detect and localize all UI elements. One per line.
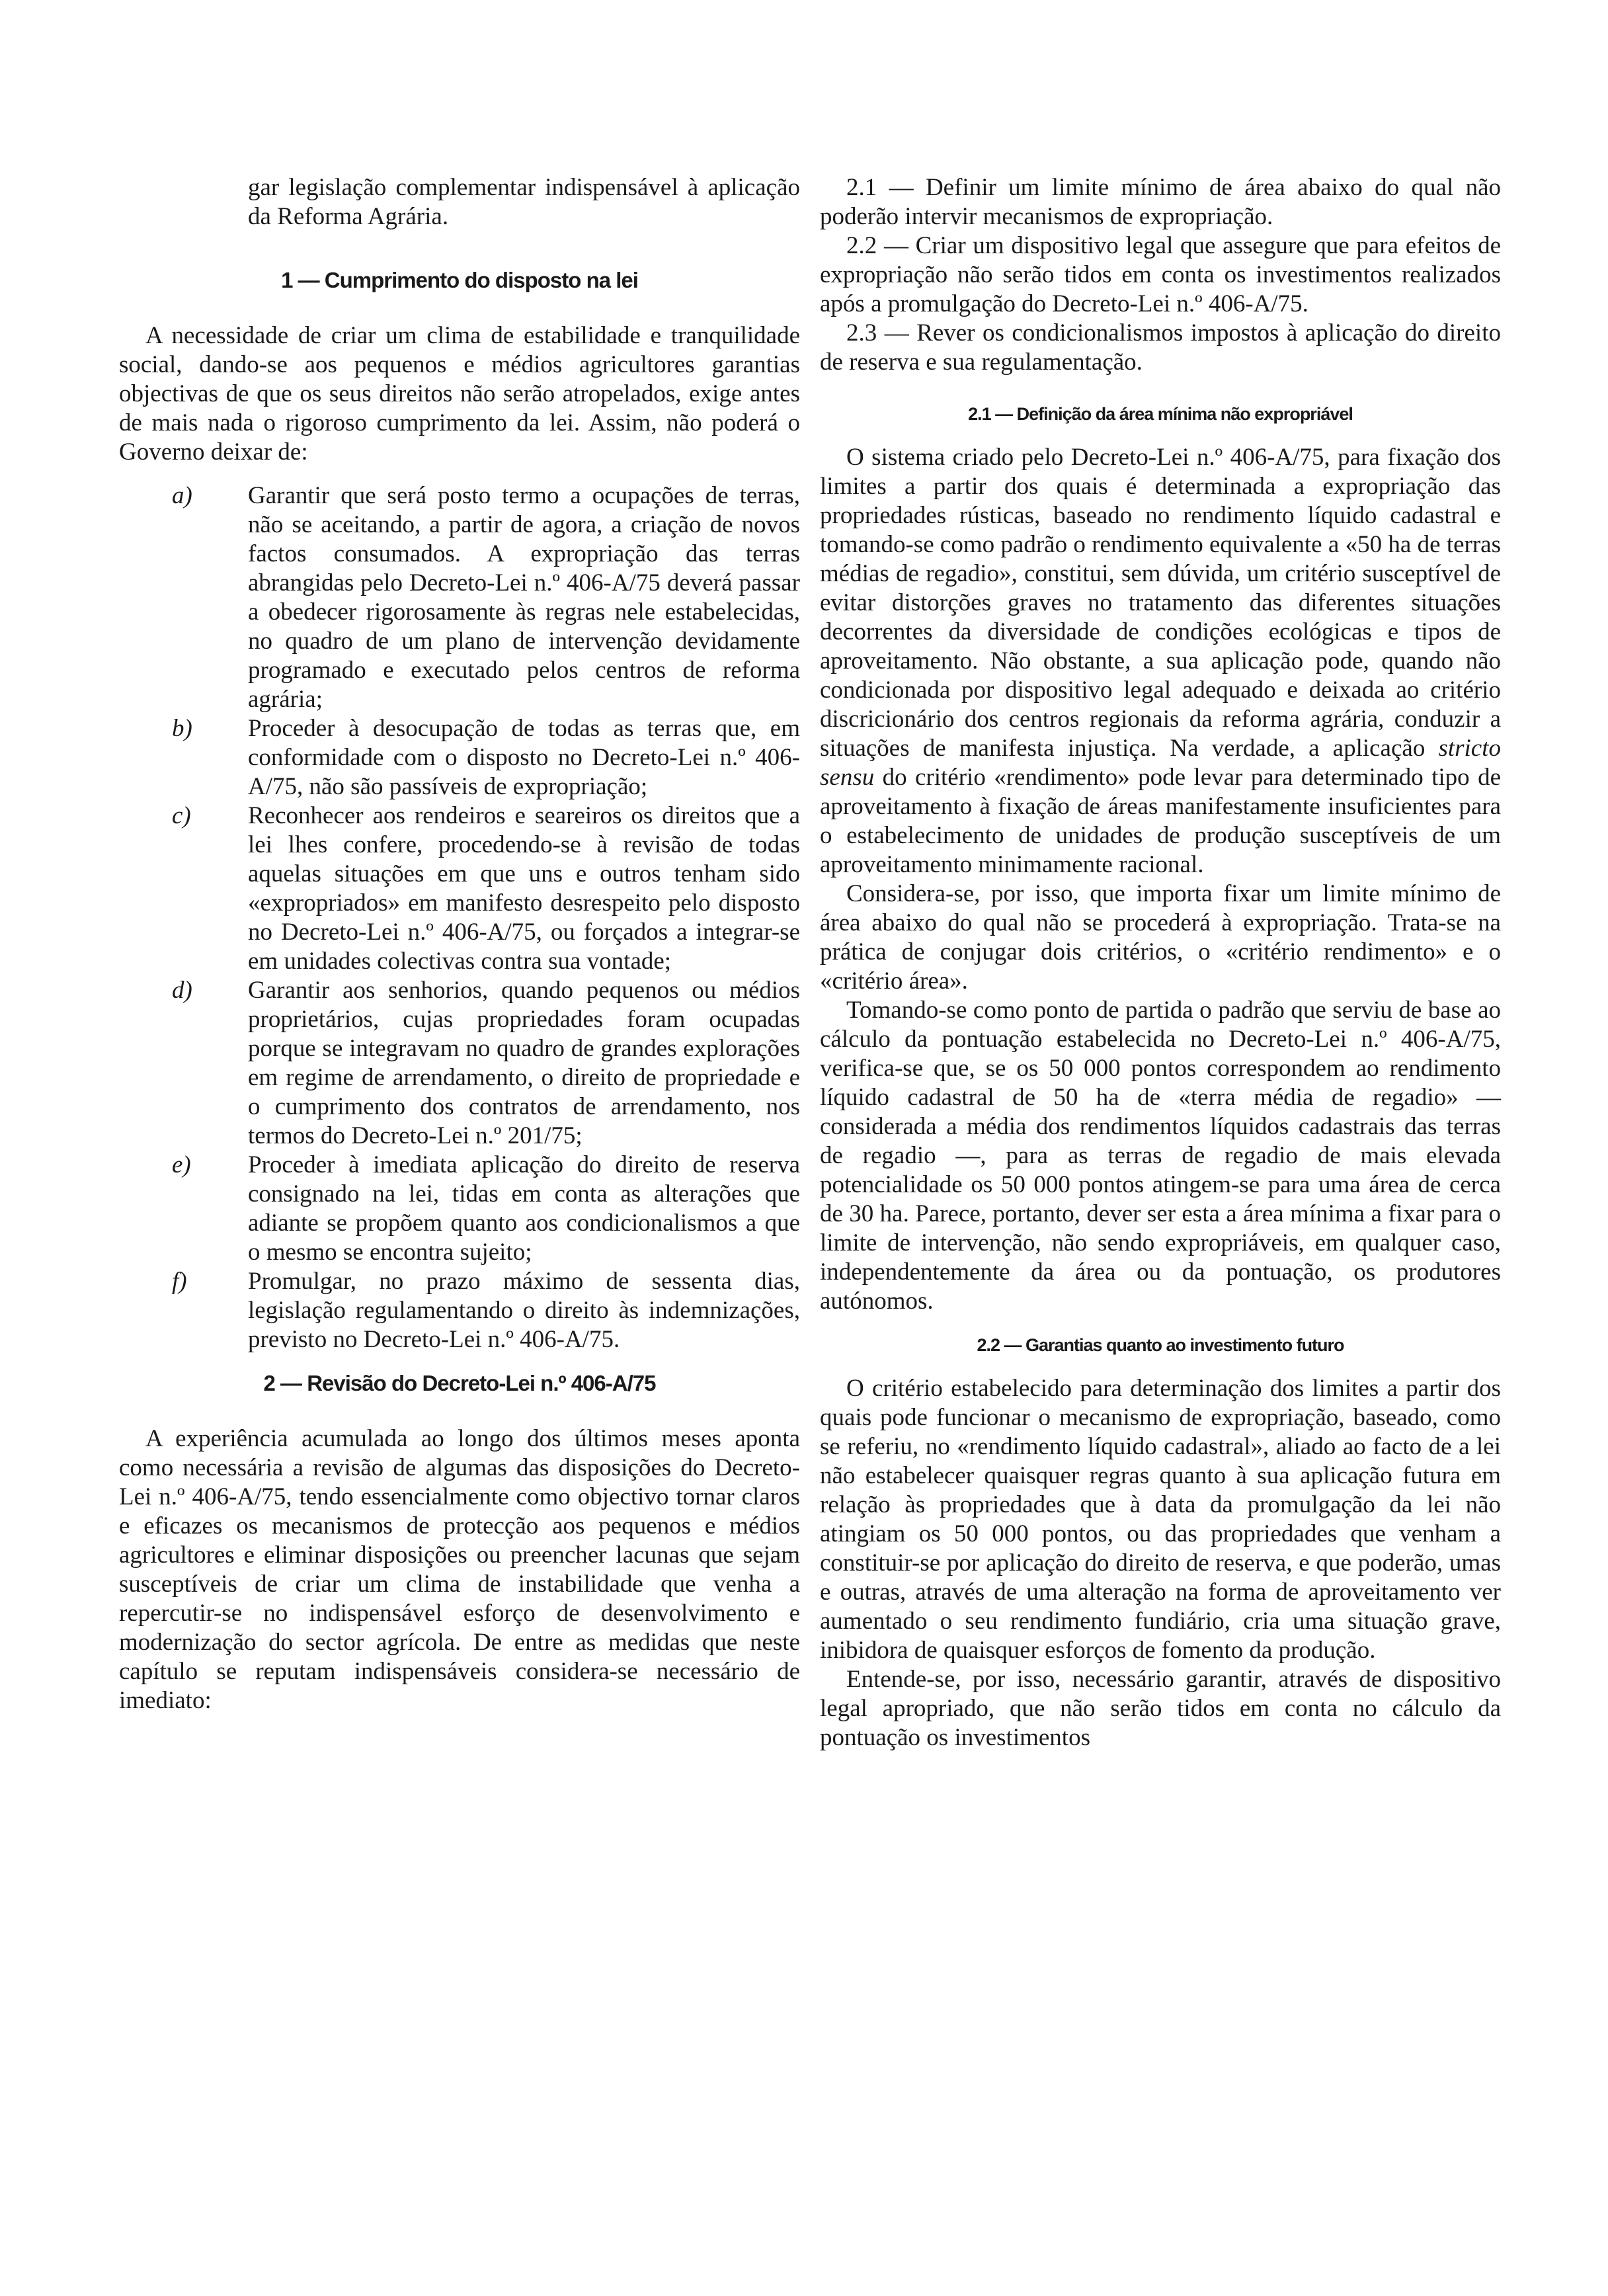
- list-marker: b): [172, 715, 192, 742]
- right-column: [820, 173, 1501, 1752]
- subsection-2-1-paragraph-2: Considera-se, por isso, que importa fixar um limite mínimo de área abaixo do qual não se procederá à expropriação. Trata-se na prática de conjugar dois critérios, o «critério rendimento» e o «critério área».: [820, 880, 1501, 995]
- list-item: [119, 1267, 800, 1354]
- section-2-heading: 2 — Revisão do Decreto-Lei n.º 406-A/75: [263, 1371, 656, 1395]
- left-column: [119, 173, 800, 1715]
- list-marker: f): [172, 1268, 187, 1295]
- list-marker: a): [172, 482, 192, 509]
- list-marker: e): [172, 1151, 191, 1178]
- intro-paragraph: gar legislação complementar indispensável à aplicação da Reforma Agrária.: [248, 174, 800, 230]
- list-item: [119, 801, 800, 976]
- list-item-text: Proceder à desocupação de todas as terras que, em conformidade com o disposto no Decreto-Lei n.º 406-A/75, não são passíveis de expropriação;: [248, 715, 800, 800]
- list-item-text: Garantir que será posto termo a ocupações de terras, não se aceitando, a partir de agora, a criação de novos factos consumados. A expropriação das terras abrangidas pelo Decreto-Lei n.º 406-A/75 deverá passar a obedecer rigorosamente às regras nele estabelecidas, no quadro de um plano de intervenção devidamente programado e executado pelos centros de reforma agrária;: [248, 482, 800, 713]
- measure-2-1: 2.1 — Definir um limite mínimo de área abaixo do qual não poderão intervir mecanismos de expropriação.: [820, 174, 1501, 230]
- list-item: [119, 976, 800, 1151]
- section-2-paragraph: A experiência acumulada ao longo dos últimos meses aponta como necessária a revisão de algumas das disposições do Decreto-Lei n.º 406-A/75, tendo essencialmente como objectivo tornar claros e eficazes os mecanismos de protecção aos pequenos e médios agricultores e eliminar disposições ou preencher lacunas que sejam susceptíveis de criar um clima de instabilidade que venha a repercutir-se no indispensável esforço de desenvolvimento e modernização do sector agrícola. De entre as medidas que neste capítulo se reputam indispensáveis considera-se necessário de imediato:: [119, 1425, 800, 1714]
- measure-2-3: 2.3 — Rever os condicionalismos impostos à aplicação do direito de reserva e sua regulamentação.: [820, 319, 1501, 376]
- list-item-text: Garantir aos senhorios, quando pequenos ou médios proprietários, cujas propriedades foram ocupadas porque se integravam no quadro de grandes explorações em regime de arrendamento, o direito de propriedade e o cumprimento dos contratos de arrendamento, nos termos do Decreto-Lei n.º 201/75;: [248, 977, 800, 1149]
- list-marker: d): [172, 977, 192, 1004]
- list-item: [119, 714, 800, 801]
- subsection-2-2-heading: 2.2 — Garantias quanto ao investimento futuro: [977, 1335, 1344, 1355]
- latin-emphasis: stricto sensu: [820, 735, 1501, 791]
- list-item-text: Proceder à imediata aplicação do direito de reserva consignado na lei, tidas em conta as alterações que adiante se propõem quanto aos condicionalismos a que o mesmo se encontra sujeito;: [248, 1151, 800, 1266]
- subsection-2-2-paragraph-1: O critério estabelecido para determinação dos limites a partir dos quais pode funcionar o mecanismo de expropriação, baseado, como se referiu, no «rendimento líquido cadastral», aliado ao facto de a lei não estabelecer quaisquer regras quanto à sua aplicação futura em relação às propriedades que à data da promulgação da lei não atingiam os 50 000 pontos, ou das propriedades que venham a constituir-se por aplicação do direito de reserva, e que poderão, umas e outras, através de uma alteração na forma de aproveitamento ver aumentado o seu rendimento fundiário, cria uma situação grave, inibidora de quaisquer esforços de fomento da produção.: [820, 1375, 1501, 1664]
- subsection-2-1-paragraph-3: Tomando-se como ponto de partida o padrão que serviu de base ao cálculo da pontuação estabelecida no Decreto-Lei n.º 406-A/75, verifica-se que, se os 50 000 pontos correspondem ao rendimento líquido cadastral de 50 ha de «terra média de regadio» — considerada a média dos rendimentos líquidos cadastrais das terras de regadio —, para as terras de regadio de mais elevada potencialidade os 50 000 pontos atingem-se para uma área de cerca de 30 ha. Parece, portanto, dever ser esta a área mínima a fixar para o limite de intervenção, não sendo expropriáveis, em qualquer caso, independentemente da área ou da pontuação, os produtores autónomos.: [820, 997, 1501, 1315]
- list-item-text: Reconhecer aos rendeiros e seareiros os direitos que a lei lhes confere, procedendo-se à revisão de todas aquelas situações em que uns e outros tenham sido «expropriados» em manifesto desrespeito pelo disposto no Decreto-Lei n.º 406-A/75, ou forçados a integrar-se em unidades colectivas contra sua vontade;: [248, 802, 800, 975]
- section-1-paragraph: A necessidade de criar um clima de estabilidade e tranquilidade social, dando-se aos pequenos e médios agricultores garantias objectivas de que os seus direitos não serão atropelados, exige antes de mais nada o rigoroso cumprimento da lei. Assim, não poderá o Governo deixar de:: [119, 322, 800, 466]
- list-item-text: Promulgar, no prazo máximo de sessenta dias, legislação regulamentando o direito às indemnizações, previsto no Decreto-Lei n.º 406-A/75.: [248, 1268, 800, 1353]
- subsection-2-2-paragraph-2: Entende-se, por isso, necessário garantir, através de dispositivo legal apropriado, que não serão tidos em conta no cálculo da pontuação os investimentos: [820, 1666, 1501, 1751]
- subsection-2-1-paragraph-1: O sistema criado pelo Decreto-Lei n.º 406-A/75, para fixação dos limites a partir dos quais é determinada a expropriação das propriedades rústicas, baseado no rendimento líquido cadastral e tomando-se como padrão o rendimento equivalente a «50 ha de terras médias de regadio», constitui, sem dúvida, um critério susceptível de evitar distorções graves no tratamento das diferentes situações decorrentes da diversidade de condições ecológicas e tipos de aproveitamento. Não obstante, a sua aplicação pode, quando não condicionada por dispositivo legal adequado e deixada ao critério discricionário dos centros regionais da reforma agrária, conduzir a situações de manifesta injustiça. Na verdade, a aplicação stricto sensu do critério «rendimento» pode levar para determinado tipo de aproveitamento à fixação de áreas manifestamente insuficientes para o estabelecimento de unidades de produção susceptíveis de um aproveitamento minimamente racional.: [820, 444, 1501, 878]
- list-item: [119, 481, 800, 714]
- list-item: [119, 1151, 800, 1267]
- section-1-heading: 1 — Cumprimento do disposto na lei: [281, 268, 638, 292]
- list-marker: c): [172, 802, 191, 829]
- measure-2-2: 2.2 — Criar um dispositivo legal que assegure que para efeitos de expropriação não serão tidos em conta os investimentos realizados após a promulgação do Decreto-Lei n.º 406-A/75.: [820, 232, 1501, 317]
- subsection-2-1-heading: 2.1 — Definição da área mínima não expropriável: [968, 404, 1353, 424]
